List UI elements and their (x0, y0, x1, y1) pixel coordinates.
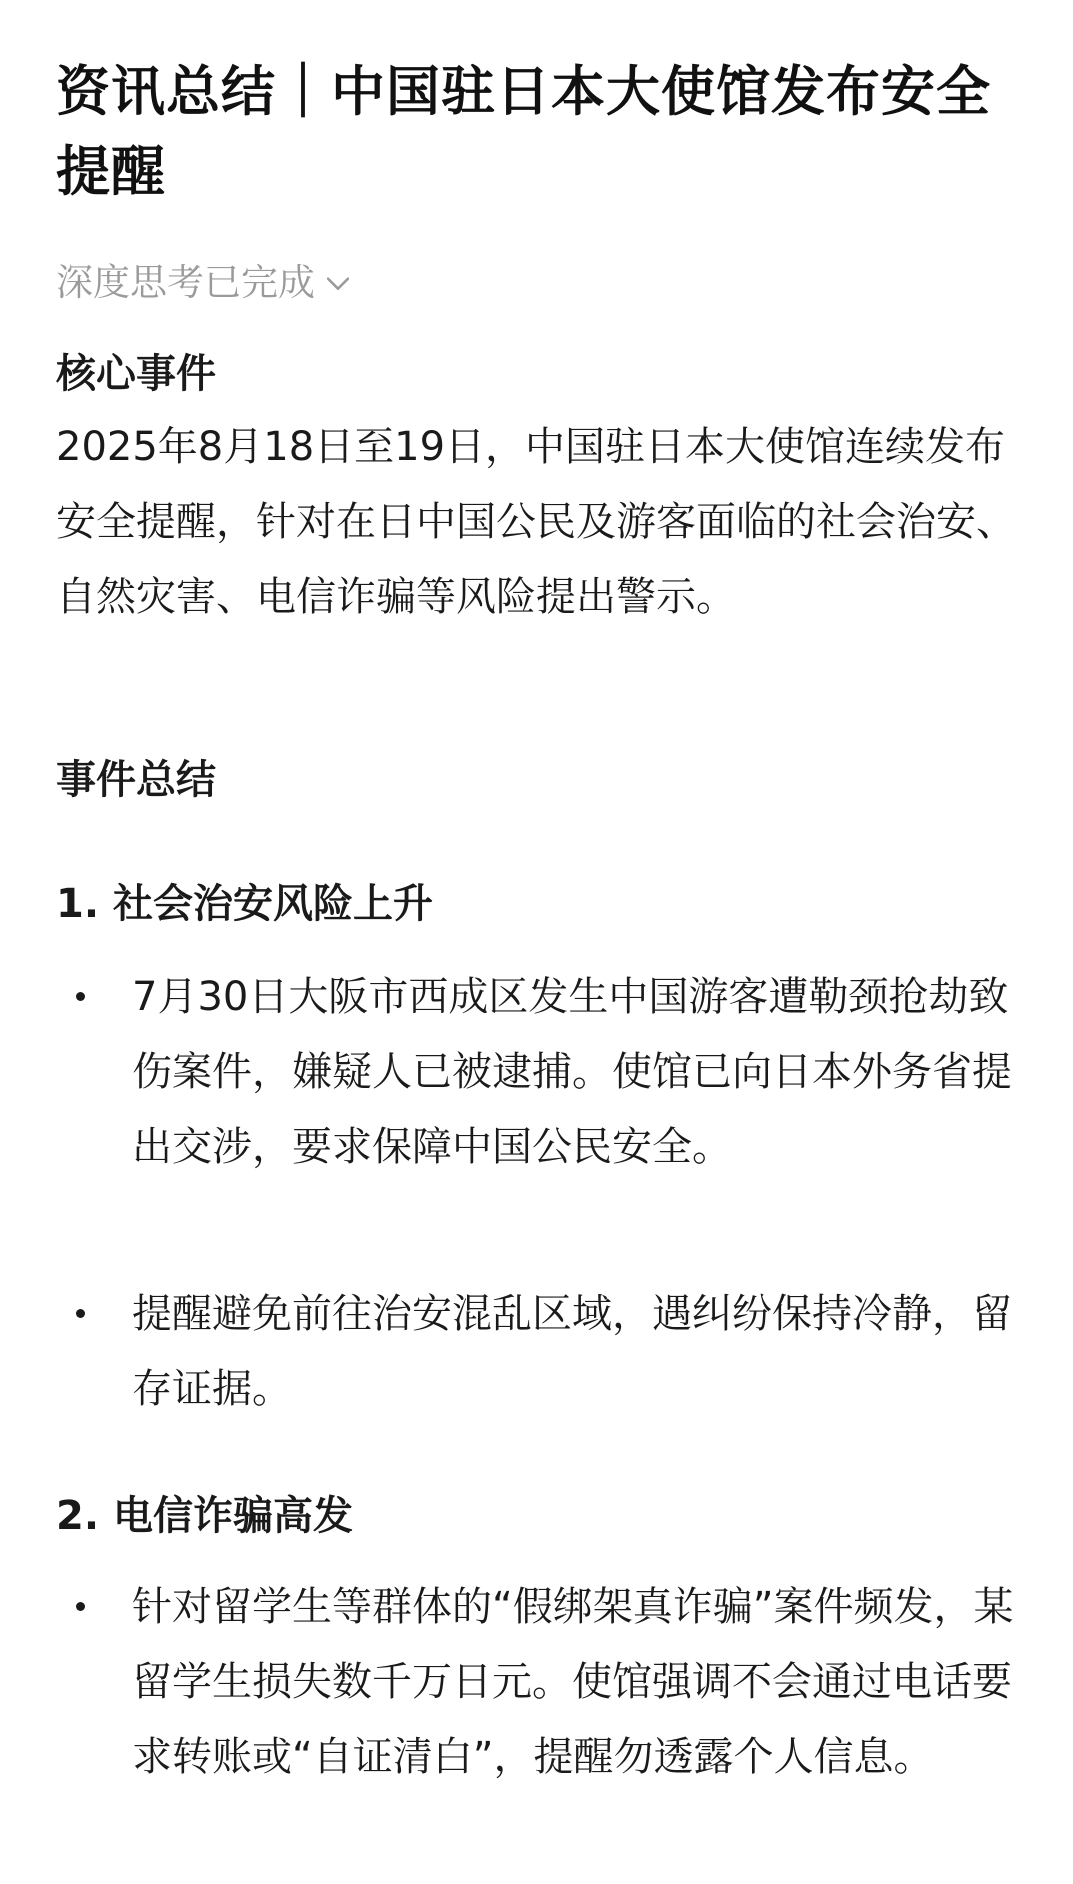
bullet-dot-icon (76, 992, 85, 1001)
list-item (132, 1277, 1032, 1427)
event-summary-heading: 事件总结 (56, 757, 216, 803)
list-item (132, 960, 1032, 1185)
list-item-text: 提醒避免前往治安混乱区域，遇纠纷保持冷静，留存证据。 (132, 1291, 1012, 1412)
list-item-text: 7月30日大阪市西成区发生中国游客遭勒颈抢劫致伤案件，嫌疑人已被逮捕。使馆已向日本外务省提出交涉，要求保障中国公民安全。 (132, 974, 1012, 1170)
list-item (132, 1570, 1032, 1795)
core-event-text: 2025年8月18日至19日，中国驻日本大使馆连续发布安全提醒，针对在日中国公民及游客面临的社会治安、自然灾害、电信诈骗等风险提出警示。 (56, 424, 1016, 620)
deep-thinking-toggle[interactable] (56, 258, 355, 308)
deep-thinking-label: 深度思考已完成 (56, 261, 315, 304)
page-title: 资讯总结｜中国驻日本大使馆发布安全提醒 (56, 60, 991, 203)
list-item-text: 针对留学生等群体的“假绑架真诈骗”案件频发，某留学生损失数千万日元。使馆强调不会通过电话要求转账或“自证清白”，提醒勿透露个人信息。 (132, 1584, 1014, 1780)
chevron-down-icon (321, 266, 355, 300)
bullet-dot-icon (76, 1309, 85, 1318)
section-heading-public-security: 1. 社会治安风险上升 (56, 881, 433, 927)
section-heading-telecom-fraud: 2. 电信诈骗高发 (56, 1493, 353, 1539)
bullet-dot-icon (76, 1602, 85, 1611)
core-event-heading: 核心事件 (56, 351, 216, 397)
